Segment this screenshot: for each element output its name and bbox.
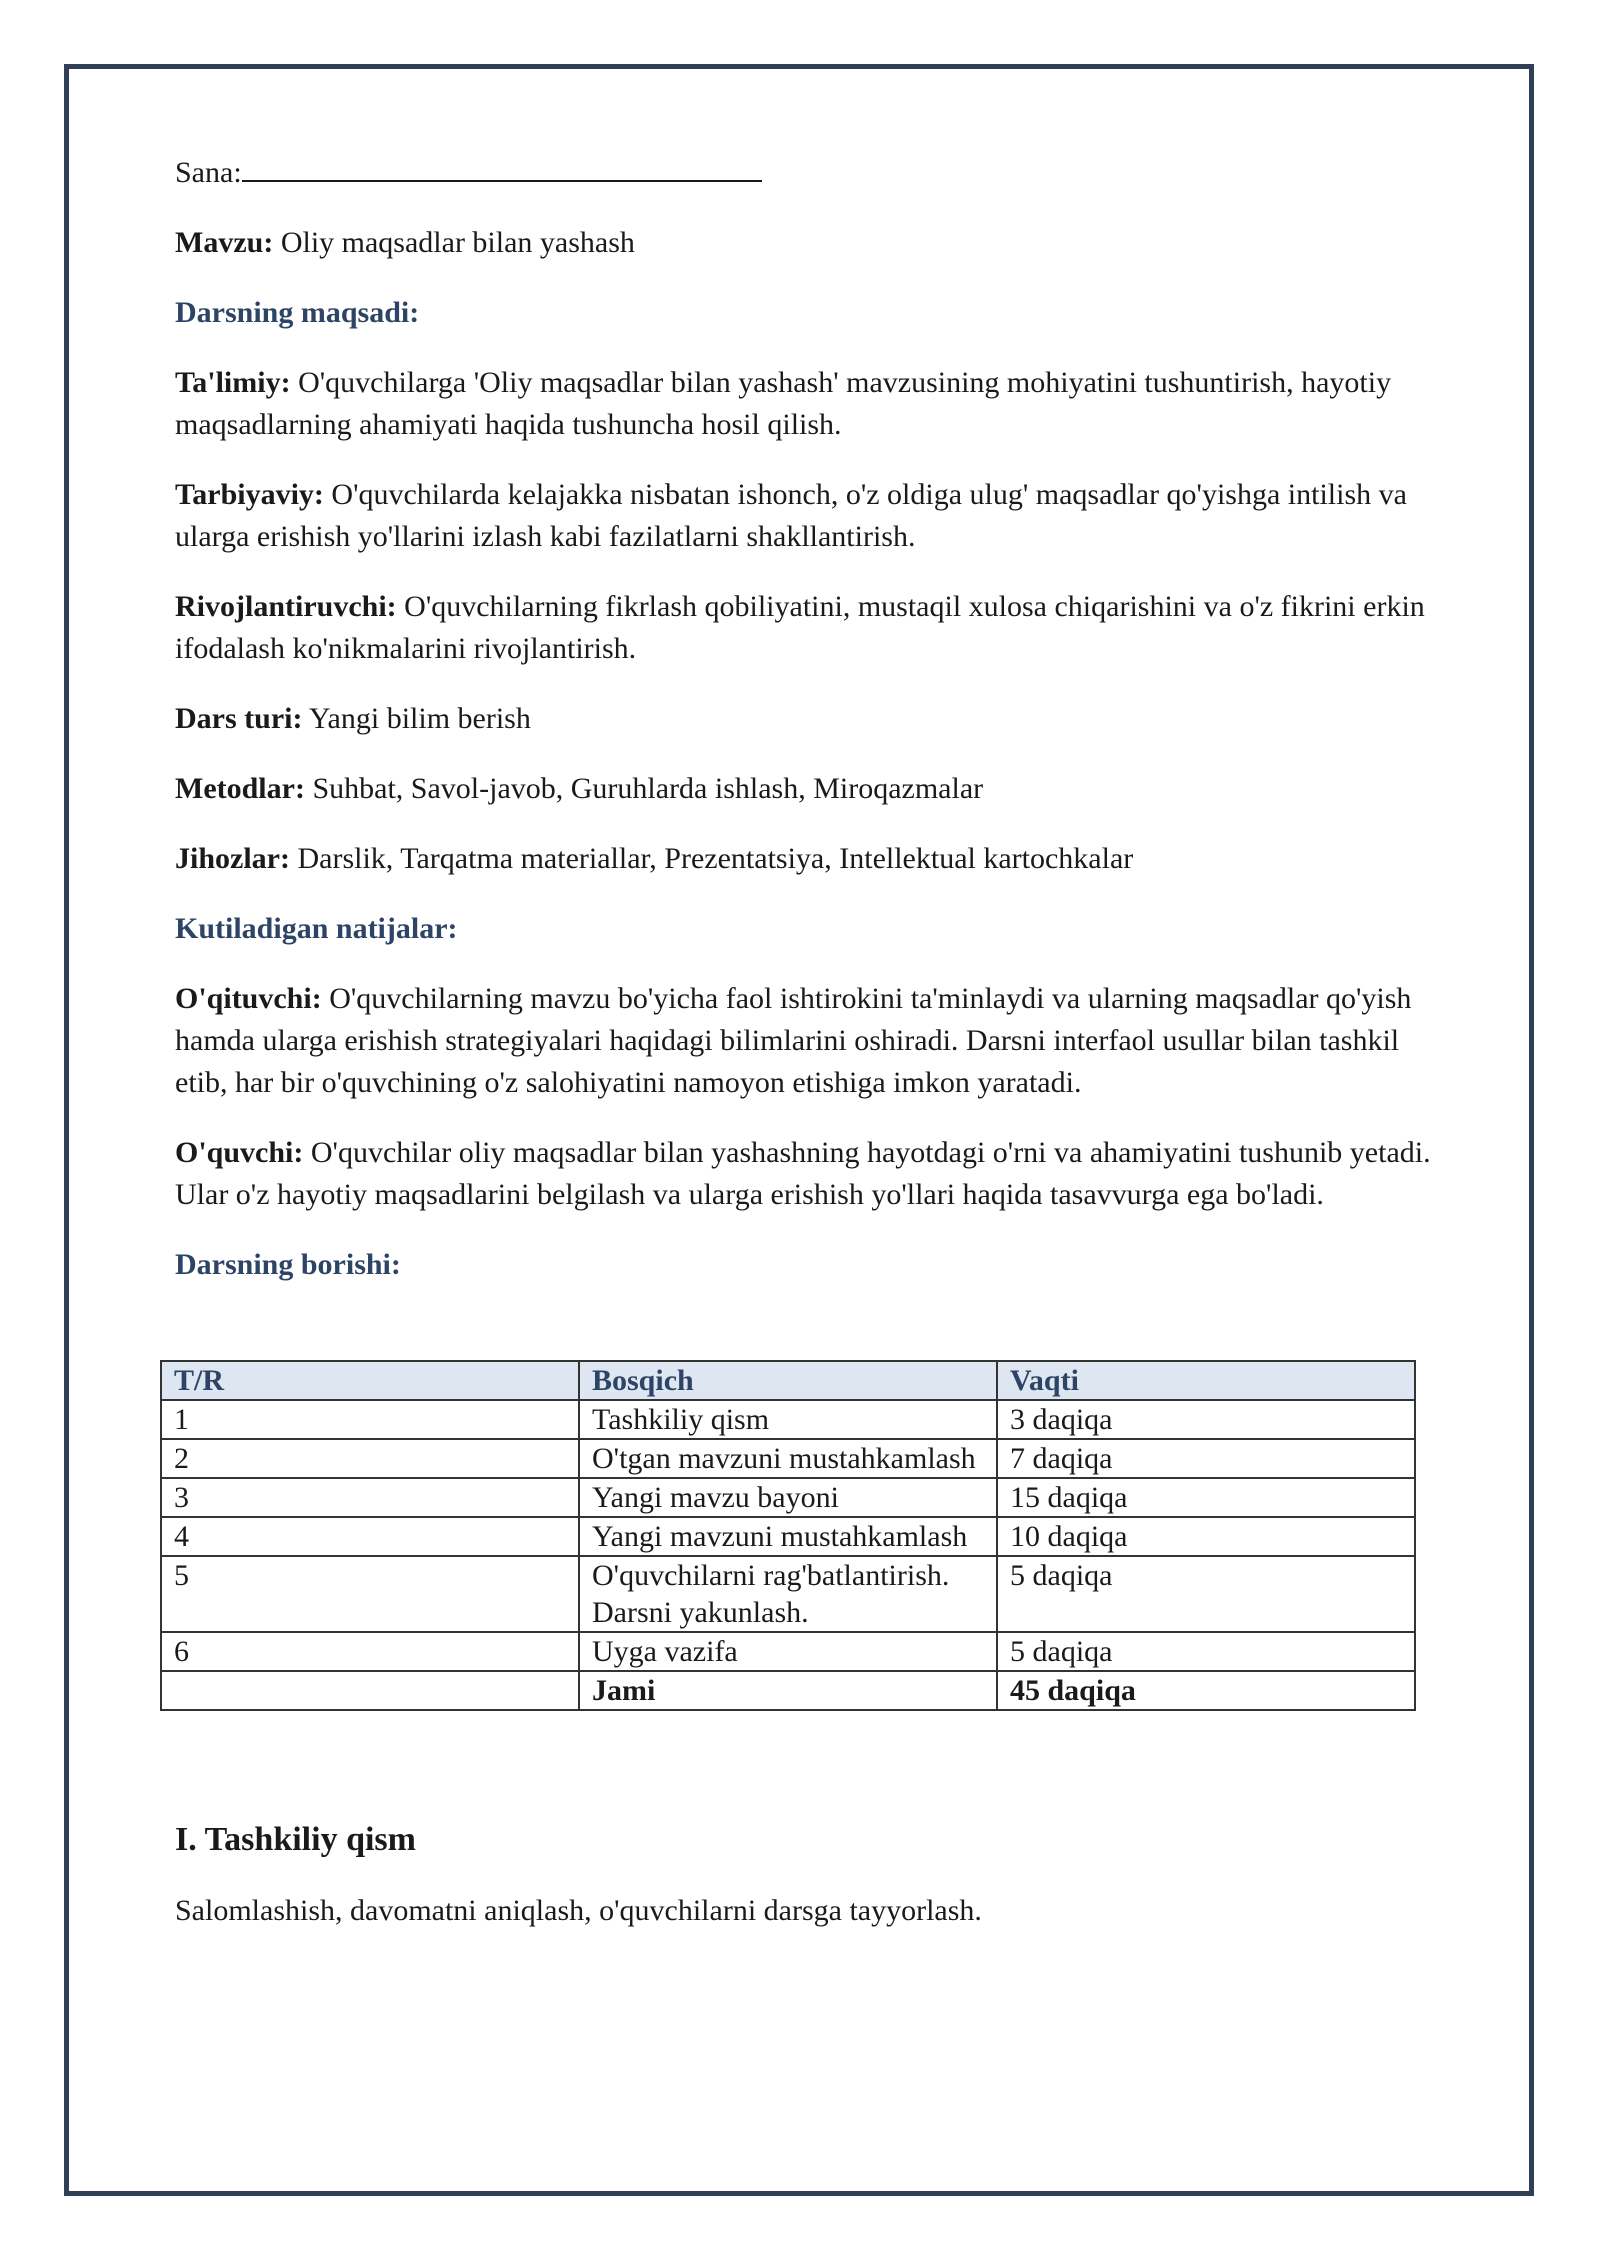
total-label: Jami bbox=[579, 1671, 997, 1710]
table-cell: 2 bbox=[161, 1439, 579, 1478]
info-value: Yangi bilim berish bbox=[308, 702, 531, 735]
goal-educational bbox=[175, 362, 1435, 446]
goal-text: O'quvchilarning fikrlash qobiliyatini, mustaqil xulosa chiqarishini va o'z fikrini erkin ifodalash ko'nikmalarini rivojlantirish. bbox=[175, 590, 1425, 665]
lesson-plan-table bbox=[160, 1360, 1416, 1711]
goal-label: Rivojlantiruvchi: bbox=[175, 590, 397, 623]
table-cell: 4 bbox=[161, 1517, 579, 1556]
table-cell: 5 daqiqa bbox=[997, 1556, 1415, 1632]
table-cell: Tashkiliy qism bbox=[579, 1400, 997, 1439]
date-label: Sana: bbox=[175, 156, 242, 189]
column-header: T/R bbox=[161, 1361, 579, 1400]
goals-heading: Darsning maqsadi: bbox=[175, 296, 420, 329]
info-label: Metodlar: bbox=[175, 772, 305, 805]
table-cell: 1 bbox=[161, 1400, 579, 1439]
column-header: Vaqti bbox=[997, 1361, 1415, 1400]
result-text: O'quvchilarning mavzu bo'yicha faol ishtirokini ta'minlaydi va ularning maqsadlar qo'yish hamda ularga erishish strategiyalari haqidagi bilimlarini oshiradi. Darsni interfaol usullar bilan tashkil etib, har bir o'quvchining o'z salohiyatini namoyon etishiga imkon yaratadi. bbox=[175, 982, 1412, 1099]
goal-label: Ta'limiy: bbox=[175, 366, 291, 399]
date-blank bbox=[242, 150, 762, 182]
table-row bbox=[161, 1632, 1415, 1671]
goal-text: O'quvchilarga 'Oliy maqsadlar bilan yashash' mavzusining mohiyatini tushuntirish, hayotiy maqsadlarning ahamiyati haqida tushuncha hosil qilish. bbox=[175, 366, 1392, 441]
goal-text: O'quvchilarda kelajakka nisbatan ishonch, o'z oldiga ulug' maqsadlar qo'yishga intilish va ularga erishish yo'llarini izlash kabi fazilatlarni shakllantirish. bbox=[175, 478, 1407, 553]
table-row bbox=[161, 1556, 1415, 1632]
table-cell: 3 daqiqa bbox=[997, 1400, 1415, 1439]
table-cell: 10 daqiqa bbox=[997, 1517, 1415, 1556]
table-cell: Yangi mavzuni mustahkamlash bbox=[579, 1517, 997, 1556]
table-cell: O'quvchilarni rag'batlantirish. Darsni yakunlash. bbox=[579, 1556, 997, 1632]
column-header: Bosqich bbox=[579, 1361, 997, 1400]
table-header-row bbox=[161, 1361, 1415, 1400]
result-label: O'quvchi: bbox=[175, 1136, 304, 1169]
document-body bbox=[175, 150, 1435, 1314]
result-text: O'quvchilar oliy maqsadlar bilan yashashning hayotdagi o'rni va ahamiyatini tushunib yetadi. Ular o'z hayotiy maqsadlarini belgilash va ularga erishish yo'llari haqida tasavvurga ega bo'ladi. bbox=[175, 1136, 1431, 1211]
table-cell: 3 bbox=[161, 1478, 579, 1517]
topic-value: Oliy maqsadlar bilan yashash bbox=[280, 226, 635, 259]
table-cell: 7 daqiqa bbox=[997, 1439, 1415, 1478]
equipment-line bbox=[175, 838, 1435, 880]
methods-line bbox=[175, 768, 1435, 810]
process-heading: Darsning borishi: bbox=[175, 1248, 401, 1281]
table-row bbox=[161, 1439, 1415, 1478]
table-cell: Uyga vazifa bbox=[579, 1632, 997, 1671]
table-row bbox=[161, 1400, 1415, 1439]
table-row bbox=[161, 1517, 1415, 1556]
info-label: Dars turi: bbox=[175, 702, 303, 735]
goal-developmental bbox=[175, 586, 1435, 670]
topic-label: Mavzu: bbox=[175, 226, 274, 259]
result-student bbox=[175, 1132, 1435, 1216]
table-cell: 15 daqiqa bbox=[997, 1478, 1415, 1517]
table-cell: Yangi mavzu bayoni bbox=[579, 1478, 997, 1517]
table-total-row bbox=[161, 1671, 1415, 1710]
table-cell: 6 bbox=[161, 1632, 579, 1671]
table-row bbox=[161, 1478, 1415, 1517]
info-label: Jihozlar: bbox=[175, 842, 290, 875]
total-value: 45 daqiqa bbox=[997, 1671, 1415, 1710]
table-cell: O'tgan mavzuni mustahkamlash bbox=[579, 1439, 997, 1478]
table-cell: 5 bbox=[161, 1556, 579, 1632]
result-label: O'qituvchi: bbox=[175, 982, 322, 1015]
section-text: Salomlashish, davomatni aniqlash, o'quvchilarni darsga tayyorlash. bbox=[175, 1894, 982, 1927]
result-teacher bbox=[175, 978, 1435, 1104]
info-value: Darslik, Tarqatma materiallar, Prezentatsiya, Intellektual kartochkalar bbox=[297, 842, 1134, 875]
goal-label: Tarbiyaviy: bbox=[175, 478, 324, 511]
info-value: Suhbat, Savol-javob, Guruhlarda ishlash, Miroqazmalar bbox=[312, 772, 984, 805]
results-heading: Kutiladigan natijalar: bbox=[175, 912, 458, 945]
table-cell bbox=[161, 1671, 579, 1710]
table-cell: 5 daqiqa bbox=[997, 1632, 1415, 1671]
date-line bbox=[175, 150, 1435, 194]
lesson-type-line bbox=[175, 698, 1435, 740]
topic-line bbox=[175, 222, 1435, 264]
section-title: I. Tashkiliy qism bbox=[175, 1821, 416, 1858]
goal-upbringing bbox=[175, 474, 1435, 558]
